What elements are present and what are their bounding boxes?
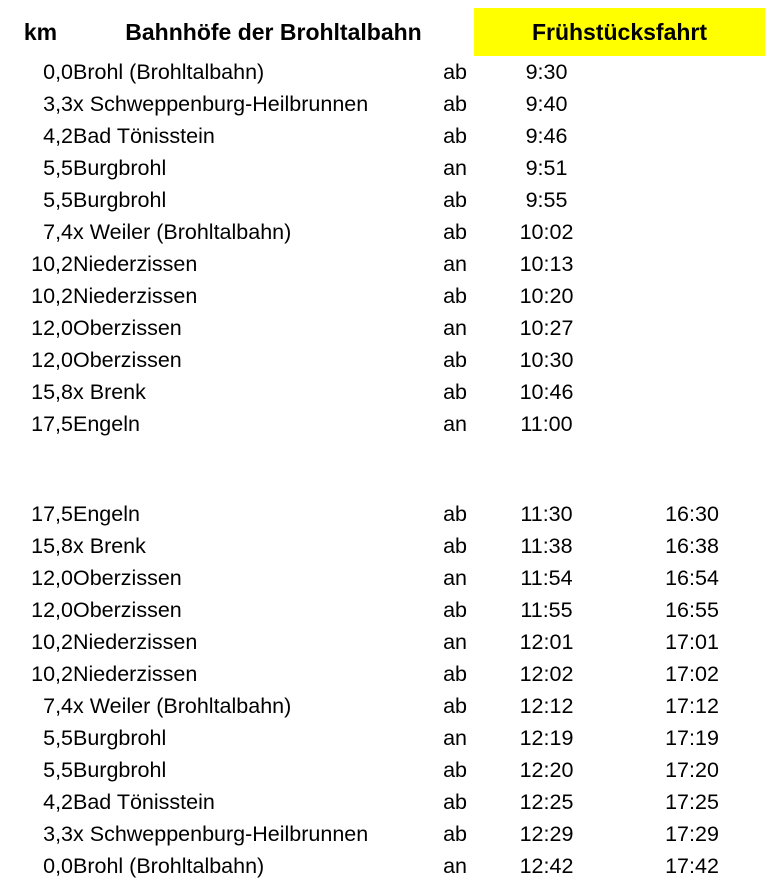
row-km: 5,5 (43, 156, 73, 180)
arrival-departure-marker: ab (443, 284, 467, 308)
row-station (73, 376, 474, 408)
row-time-1: 12:42 (519, 854, 574, 878)
table-row (8, 376, 765, 408)
row-km: 17,5 (31, 412, 73, 436)
arrival-departure-marker: an (443, 412, 467, 436)
row-station (73, 312, 474, 344)
row-time-1: 9:55 (525, 188, 568, 212)
arrival-departure-marker: ab (443, 758, 467, 782)
station-name: x Weiler (Brohltalbahn) (73, 220, 292, 244)
arrival-departure-marker: an (443, 252, 467, 276)
row-station (73, 722, 474, 754)
table-row (8, 312, 765, 344)
row-time-1: 11:30 (520, 502, 573, 526)
row-km: 10,2 (31, 630, 73, 654)
station-name: x Brenk (73, 380, 146, 404)
row-km: 4,2 (43, 124, 73, 148)
header-station: Bahnhöfe der Brohltalbahn (125, 19, 422, 45)
arrival-departure-marker: ab (443, 348, 467, 372)
row-station (73, 280, 474, 312)
table-row (8, 658, 765, 690)
row-time-1: 10:13 (519, 252, 574, 276)
station-name: Oberzissen (73, 348, 182, 372)
row-time-1: 12:19 (519, 726, 574, 750)
table-row (8, 152, 765, 184)
gap2-time-2 (619, 472, 765, 498)
row-time-1: 10:27 (519, 316, 574, 340)
table-row (8, 56, 765, 88)
station-name: Burgbrohl (73, 156, 167, 180)
row-time-1: 12:12 (519, 694, 574, 718)
table-row (8, 722, 765, 754)
row-time-1: 11:54 (520, 566, 573, 590)
row-station (73, 184, 474, 216)
row-time-2: 17:02 (665, 662, 719, 686)
row-time-1: 9:40 (525, 92, 568, 116)
section-gap-row (8, 440, 765, 472)
row-km: 4,2 (43, 790, 73, 814)
arrival-departure-marker: an (443, 630, 467, 654)
header-row (8, 8, 765, 56)
row-km: 10,2 (31, 252, 73, 276)
row-station (73, 594, 474, 626)
row-time-2: 16:30 (665, 502, 719, 526)
table-row (8, 88, 765, 120)
row-km: 17,5 (31, 502, 73, 526)
station-name: Oberzissen (73, 598, 182, 622)
row-station (73, 120, 474, 152)
station-name: Burgbrohl (73, 726, 167, 750)
table-row (8, 530, 765, 562)
gap-station (73, 440, 474, 472)
row-station (73, 658, 474, 690)
row-time-2 (619, 376, 765, 408)
station-name: Burgbrohl (73, 188, 167, 212)
row-time-2: 17:19 (665, 726, 719, 750)
row-time-2 (619, 408, 765, 440)
table-header (8, 8, 765, 56)
station-name: Oberzissen (73, 566, 182, 590)
row-time-1: 11:38 (520, 534, 573, 558)
brohltalbahn-timetable (8, 8, 765, 882)
arrival-departure-marker: ab (443, 790, 467, 814)
row-time-2: 17:29 (665, 822, 719, 846)
row-time-2 (619, 344, 765, 376)
header-trip-name: Frühstücksfahrt (474, 8, 765, 56)
row-km: 5,5 (43, 758, 73, 782)
arrival-departure-marker: ab (443, 694, 467, 718)
row-km: 12,0 (31, 316, 73, 340)
row-km: 3,3 (43, 822, 73, 846)
arrival-departure-marker: ab (443, 188, 467, 212)
station-name: Niederzissen (73, 252, 198, 276)
table-row (8, 280, 765, 312)
table-row (8, 248, 765, 280)
station-name: Niederzissen (73, 284, 198, 308)
row-km: 12,0 (31, 598, 73, 622)
row-km: 5,5 (43, 726, 73, 750)
arrival-departure-marker: ab (443, 220, 467, 244)
row-time-2: 16:55 (665, 598, 719, 622)
row-km: 7,4 (43, 694, 73, 718)
row-station (73, 344, 474, 376)
table-row (8, 408, 765, 440)
arrival-departure-marker: ab (443, 502, 467, 526)
row-time-2 (619, 216, 765, 248)
row-station (73, 248, 474, 280)
row-km: 15,8 (31, 534, 73, 558)
arrival-departure-marker: an (443, 726, 467, 750)
row-time-2 (619, 312, 765, 344)
arrival-departure-marker: ab (443, 92, 467, 116)
station-name: Bad Tönisstein (73, 790, 215, 814)
gap2-station (73, 472, 474, 498)
row-station (73, 562, 474, 594)
row-time-2: 17:01 (665, 630, 719, 654)
row-time-2: 17:42 (665, 854, 719, 878)
table-row (8, 594, 765, 626)
gap-time-1 (474, 440, 619, 472)
row-station (73, 408, 474, 440)
row-time-2 (619, 248, 765, 280)
station-name: Niederzissen (73, 630, 198, 654)
row-time-1: 9:46 (525, 124, 568, 148)
arrival-departure-marker: ab (443, 534, 467, 558)
row-station (73, 754, 474, 786)
table-row (8, 562, 765, 594)
table-row (8, 786, 765, 818)
arrival-departure-marker: an (443, 316, 467, 340)
row-km: 10,2 (31, 284, 73, 308)
arrival-departure-marker: an (443, 854, 467, 878)
row-station (73, 88, 474, 120)
row-time-2: 16:38 (665, 534, 719, 558)
arrival-departure-marker: an (443, 156, 467, 180)
row-km: 3,3 (43, 92, 73, 116)
table-row (8, 216, 765, 248)
row-time-1: 11:00 (520, 412, 573, 436)
row-time-2: 17:25 (665, 790, 719, 814)
arrival-departure-marker: ab (443, 124, 467, 148)
table-row (8, 818, 765, 850)
station-name: x Schweppenburg-Heilbrunnen (73, 822, 369, 846)
row-station (73, 152, 474, 184)
row-km: 12,0 (31, 348, 73, 372)
row-time-1: 12:02 (519, 662, 574, 686)
row-time-1: 12:29 (519, 822, 574, 846)
row-station (73, 498, 474, 530)
station-name: Engeln (73, 412, 140, 436)
row-time-2 (619, 56, 765, 88)
row-time-2: 17:20 (665, 758, 719, 782)
station-name: Burgbrohl (73, 758, 167, 782)
station-name: Brohl (Brohltalbahn) (73, 60, 265, 84)
row-time-1: 9:51 (525, 156, 568, 180)
table-body (8, 56, 765, 882)
section-gap-row-lower (8, 472, 765, 498)
row-station (73, 56, 474, 88)
station-name: Bad Tönisstein (73, 124, 215, 148)
row-station (73, 216, 474, 248)
row-time-2: 17:12 (665, 694, 719, 718)
row-time-1: 10:20 (519, 284, 574, 308)
table-row (8, 120, 765, 152)
row-time-1: 10:30 (519, 348, 574, 372)
station-name: Brohl (Brohltalbahn) (73, 854, 265, 878)
row-km: 10,2 (31, 662, 73, 686)
station-name: x Brenk (73, 534, 146, 558)
arrival-departure-marker: ab (443, 380, 467, 404)
row-time-1: 9:30 (525, 60, 568, 84)
row-station (73, 850, 474, 882)
row-station (73, 530, 474, 562)
row-time-2 (619, 88, 765, 120)
gap-km (8, 440, 73, 472)
row-time-2: 16:54 (665, 566, 719, 590)
row-km: 12,0 (31, 566, 73, 590)
table-row (8, 850, 765, 882)
arrival-departure-marker: ab (443, 598, 467, 622)
row-station (73, 786, 474, 818)
row-time-1: 12:25 (519, 790, 574, 814)
arrival-departure-marker: ab (443, 662, 467, 686)
table-row (8, 498, 765, 530)
station-name: Oberzissen (73, 316, 182, 340)
header-km: km (23, 19, 58, 45)
row-km: 5,5 (43, 188, 73, 212)
row-station (73, 690, 474, 722)
row-time-1: 12:01 (519, 630, 574, 654)
table-row (8, 754, 765, 786)
station-name: x Schweppenburg-Heilbrunnen (73, 92, 369, 116)
row-station (73, 818, 474, 850)
row-km: 7,4 (43, 220, 73, 244)
table-row (8, 626, 765, 658)
row-time-2 (619, 184, 765, 216)
gap-time-2 (619, 440, 765, 472)
table-row (8, 344, 765, 376)
station-name: x Weiler (Brohltalbahn) (73, 694, 292, 718)
row-time-2 (619, 120, 765, 152)
row-km: 15,8 (31, 380, 73, 404)
row-time-2 (619, 152, 765, 184)
row-km: 0,0 (43, 60, 73, 84)
row-time-2 (619, 280, 765, 312)
station-name: Engeln (73, 502, 140, 526)
table-row (8, 690, 765, 722)
arrival-departure-marker: ab (443, 60, 467, 84)
row-km: 0,0 (43, 854, 73, 878)
station-name: Niederzissen (73, 662, 198, 686)
arrival-departure-marker: an (443, 566, 467, 590)
row-station (73, 626, 474, 658)
row-time-1: 12:20 (519, 758, 574, 782)
arrival-departure-marker: ab (443, 822, 467, 846)
row-time-1: 10:02 (519, 220, 574, 244)
row-time-1: 11:55 (520, 598, 573, 622)
row-time-1: 10:46 (519, 380, 574, 404)
gap2-km (8, 472, 73, 498)
table-row (8, 184, 765, 216)
gap2-time-1 (474, 472, 619, 498)
